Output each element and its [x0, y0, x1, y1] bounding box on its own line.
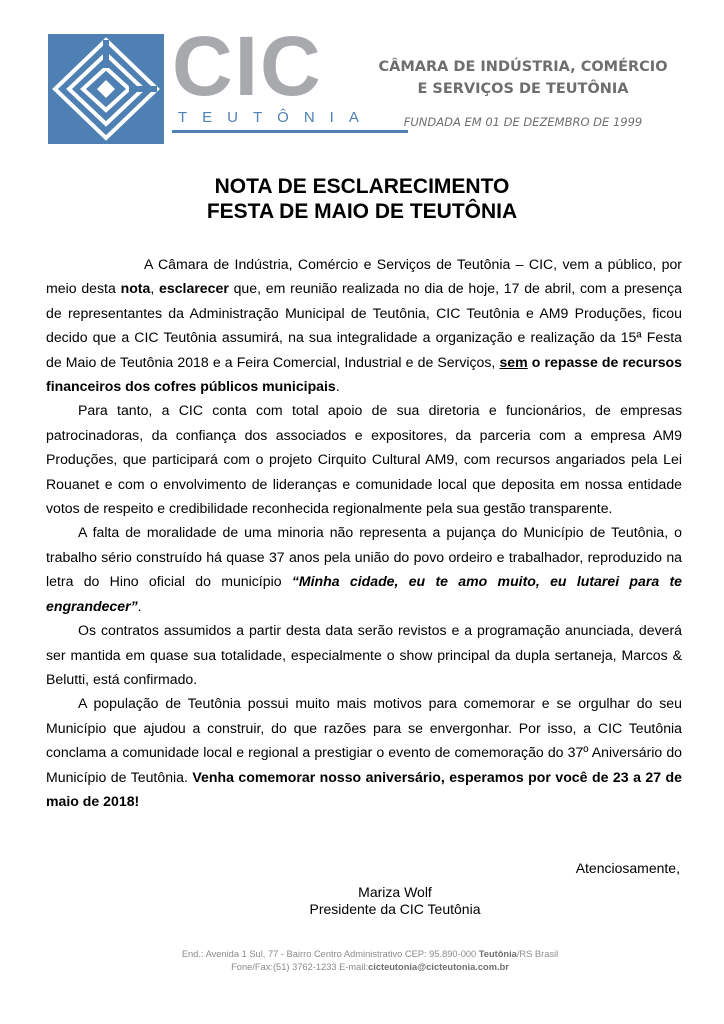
title-line1: NOTA DE ESCLARECIMENTO — [214, 175, 510, 198]
founded-date: FUNDADA EM 01 DE DEZEMBRO DE 1999 — [403, 115, 643, 129]
p1-bold-repasse: o repasse de recursos financeiros dos cofres públicos municipais — [46, 353, 682, 395]
p1-text-h: . — [335, 378, 340, 395]
paragraph-3 — [46, 520, 682, 618]
p1-text-e: que, em reunião realizada no dia de hoje, 17 de abril, com a presença de representantes da Administração Municipal de Teutônia, CIC Teutônia e AM9 Produções, ficou decido que a CIC Teutônia assumirá, na sua integralidade a organização e realização da 15ª Festa de Maio de Teutônia 2018 e a Feira Comercial, Industrial e de Serviços, — [46, 280, 682, 370]
document-body — [46, 252, 682, 813]
logo-subtitle: TEUTÔNIA — [178, 109, 374, 126]
letterhead — [48, 19, 688, 144]
footer-address — [100, 948, 640, 961]
p5-text-a: A população de Teutônia possui muito mais motivos para comemorar e se orgulhar do seu Município que ajudou a construir, do que razões para se envergonhar. Por isso, a CIC Teutônia conclama a comunidade local e regional a prestigiar o evento de comemoração do 37º Aniversário do Município de Teutônia. — [46, 695, 682, 785]
footer-state: /RS Brasil — [516, 949, 559, 959]
signature-block — [260, 884, 530, 918]
p1-text-c: , — [150, 280, 160, 297]
paragraph-2: Para tanto, a CIC conta com total apoio de sua diretoria e funcionários, de empresas patrocinadoras, da confiança dos associados e expositores, da parceria com a empresa AM9 Produções, que participará com o projeto Cirquito Cultural AM9, com recursos angariados pela Lei Rouanet e com o envolvimento de lideranças e comunidade local que deposita em nossa entidade votos de respeito e credibilidade reconhecida regionalmente pela sua gestão transparente. — [46, 402, 682, 517]
footer-email-link[interactable]: cicteutonia@cicteutonia.com.br — [368, 962, 509, 972]
p1-text-a: A Câmara de Indústria, Comércio e Serviços de Teutônia – CIC, vem a público, por meio desta — [46, 256, 682, 297]
p3-text-a: A falta de moralidade de uma minoria não representa a pujança do Município de Teutônia, o trabalho sério construído há quase 37 anos pela união do povo ordeiro e trabalhador, reproduzido na letra do Hino oficial do município — [46, 524, 682, 590]
footer-city: Teutônia — [478, 949, 517, 959]
title-line2: FESTA DE MAIO DE TEUTÔNIA — [206, 200, 518, 223]
p1-bold-esclarecer: esclarecer — [159, 280, 229, 297]
footer-address-text: End.: Avenida 1 Sul, 77 - Bairro Centro Administrativo CEP: 95.890-000 — [181, 949, 479, 959]
organization-name — [373, 56, 673, 100]
closing-salutation: Atenciosamente, — [575, 860, 680, 876]
paragraph-1 — [46, 252, 682, 398]
p3-text-c: . — [137, 597, 142, 614]
p1-bold-underlined-sem: sem — [499, 353, 528, 370]
footer-contacts — [100, 961, 640, 974]
paragraph-5 — [46, 691, 682, 813]
logo-underline — [172, 130, 408, 133]
document-title — [40, 174, 684, 224]
org-name-line1: CÂMARA DE INDÚSTRIA, COMÉRCIO — [378, 59, 668, 75]
footer-contact — [100, 948, 640, 974]
p1-bold-nota: nota — [120, 280, 151, 297]
signer-name: Mariza Wolf — [358, 884, 432, 900]
signer-role: Presidente da CIC Teutônia — [309, 901, 481, 917]
logo-letters: CIC — [172, 19, 323, 113]
p3-anthem-quote: “Minha cidade, eu te amo muito, eu lutarei para te engrandecer” — [46, 573, 682, 614]
cic-logo-icon — [48, 34, 164, 144]
paragraph-4: Os contratos assumidos a partir desta data serão revistos e a programação anunciada, deverá ser mantida em quase sua totalidade, especialmente o show principal da dupla sertaneja, Marcos & Belutti, está confirmado. — [46, 622, 682, 687]
org-name-line2: E SERVIÇOS DE TEUTÔNIA — [417, 81, 629, 97]
footer-phone: Fone/Fax:(51) 3762-1233 E-mail: — [231, 962, 369, 972]
p5-bold-invitation: Venha comemorar nosso aniversário, esperamos por você de 23 a 27 de maio de 2018! — [46, 768, 683, 809]
